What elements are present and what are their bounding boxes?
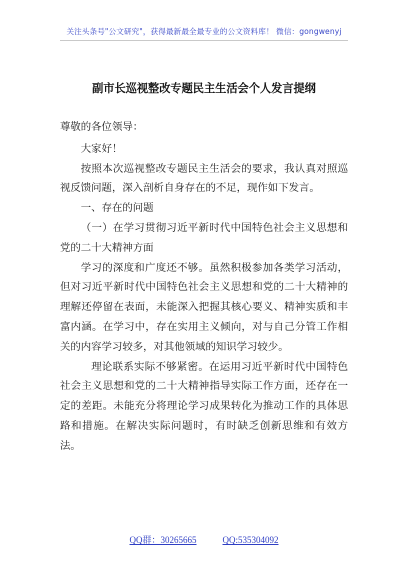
intro-paragraph: 按照本次巡视整改专题民主生活会的要求，我认真对照巡视反馈问题，深入剖析自身存在的不足，现作如下发言。 [60, 162, 348, 195]
body-paragraph: 学习的深度和广度还不够。虽然积极参加各类学习活动，但对习近平新时代中国特色社会主义思想和党的二十大精神的理解还停留在表面，未能深入把握其核心要义、精神实质和丰富内涵。在学习中，存在实用主义倾向，对与自己分管工作相关的内容学习较多，对其他领域的知识学习较少。 [60, 261, 348, 353]
header-divider [60, 40, 348, 41]
subsection-heading: （一）在学习贯彻习近平新时代中国特色社会主义思想和党的二十大精神方面 [60, 221, 348, 254]
header-banner: 关注头条号"公文研究"，获得最新最全最专业的公文资料库！ 微信：gongwenyj [66, 27, 342, 36]
section-heading: 一、存在的问题 [80, 202, 154, 215]
document-body [60, 118, 348, 457]
footer-qq-group: QQ群：30265665 [129, 535, 197, 545]
document-title: 副市长巡视整改专题民主生活会个人发言提纲 [92, 81, 316, 95]
footer-qq: QQ:535304092 [222, 535, 279, 545]
body-paragraph: 理论联系实际不够紧密。在运用习近平新时代中国特色社会主义思想和党的二十大精神指导实际工作方面，还存在一定的差距。未能充分将理论学习成果转化为推动工作的具体思路和措施。在解决实际问题时，有时缺乏创新思维和有效方法。 [60, 360, 348, 452]
footer-contact [0, 533, 408, 546]
salutation: 尊敬的各位领导： [60, 121, 144, 133]
greeting: 大家好！ [80, 142, 123, 155]
